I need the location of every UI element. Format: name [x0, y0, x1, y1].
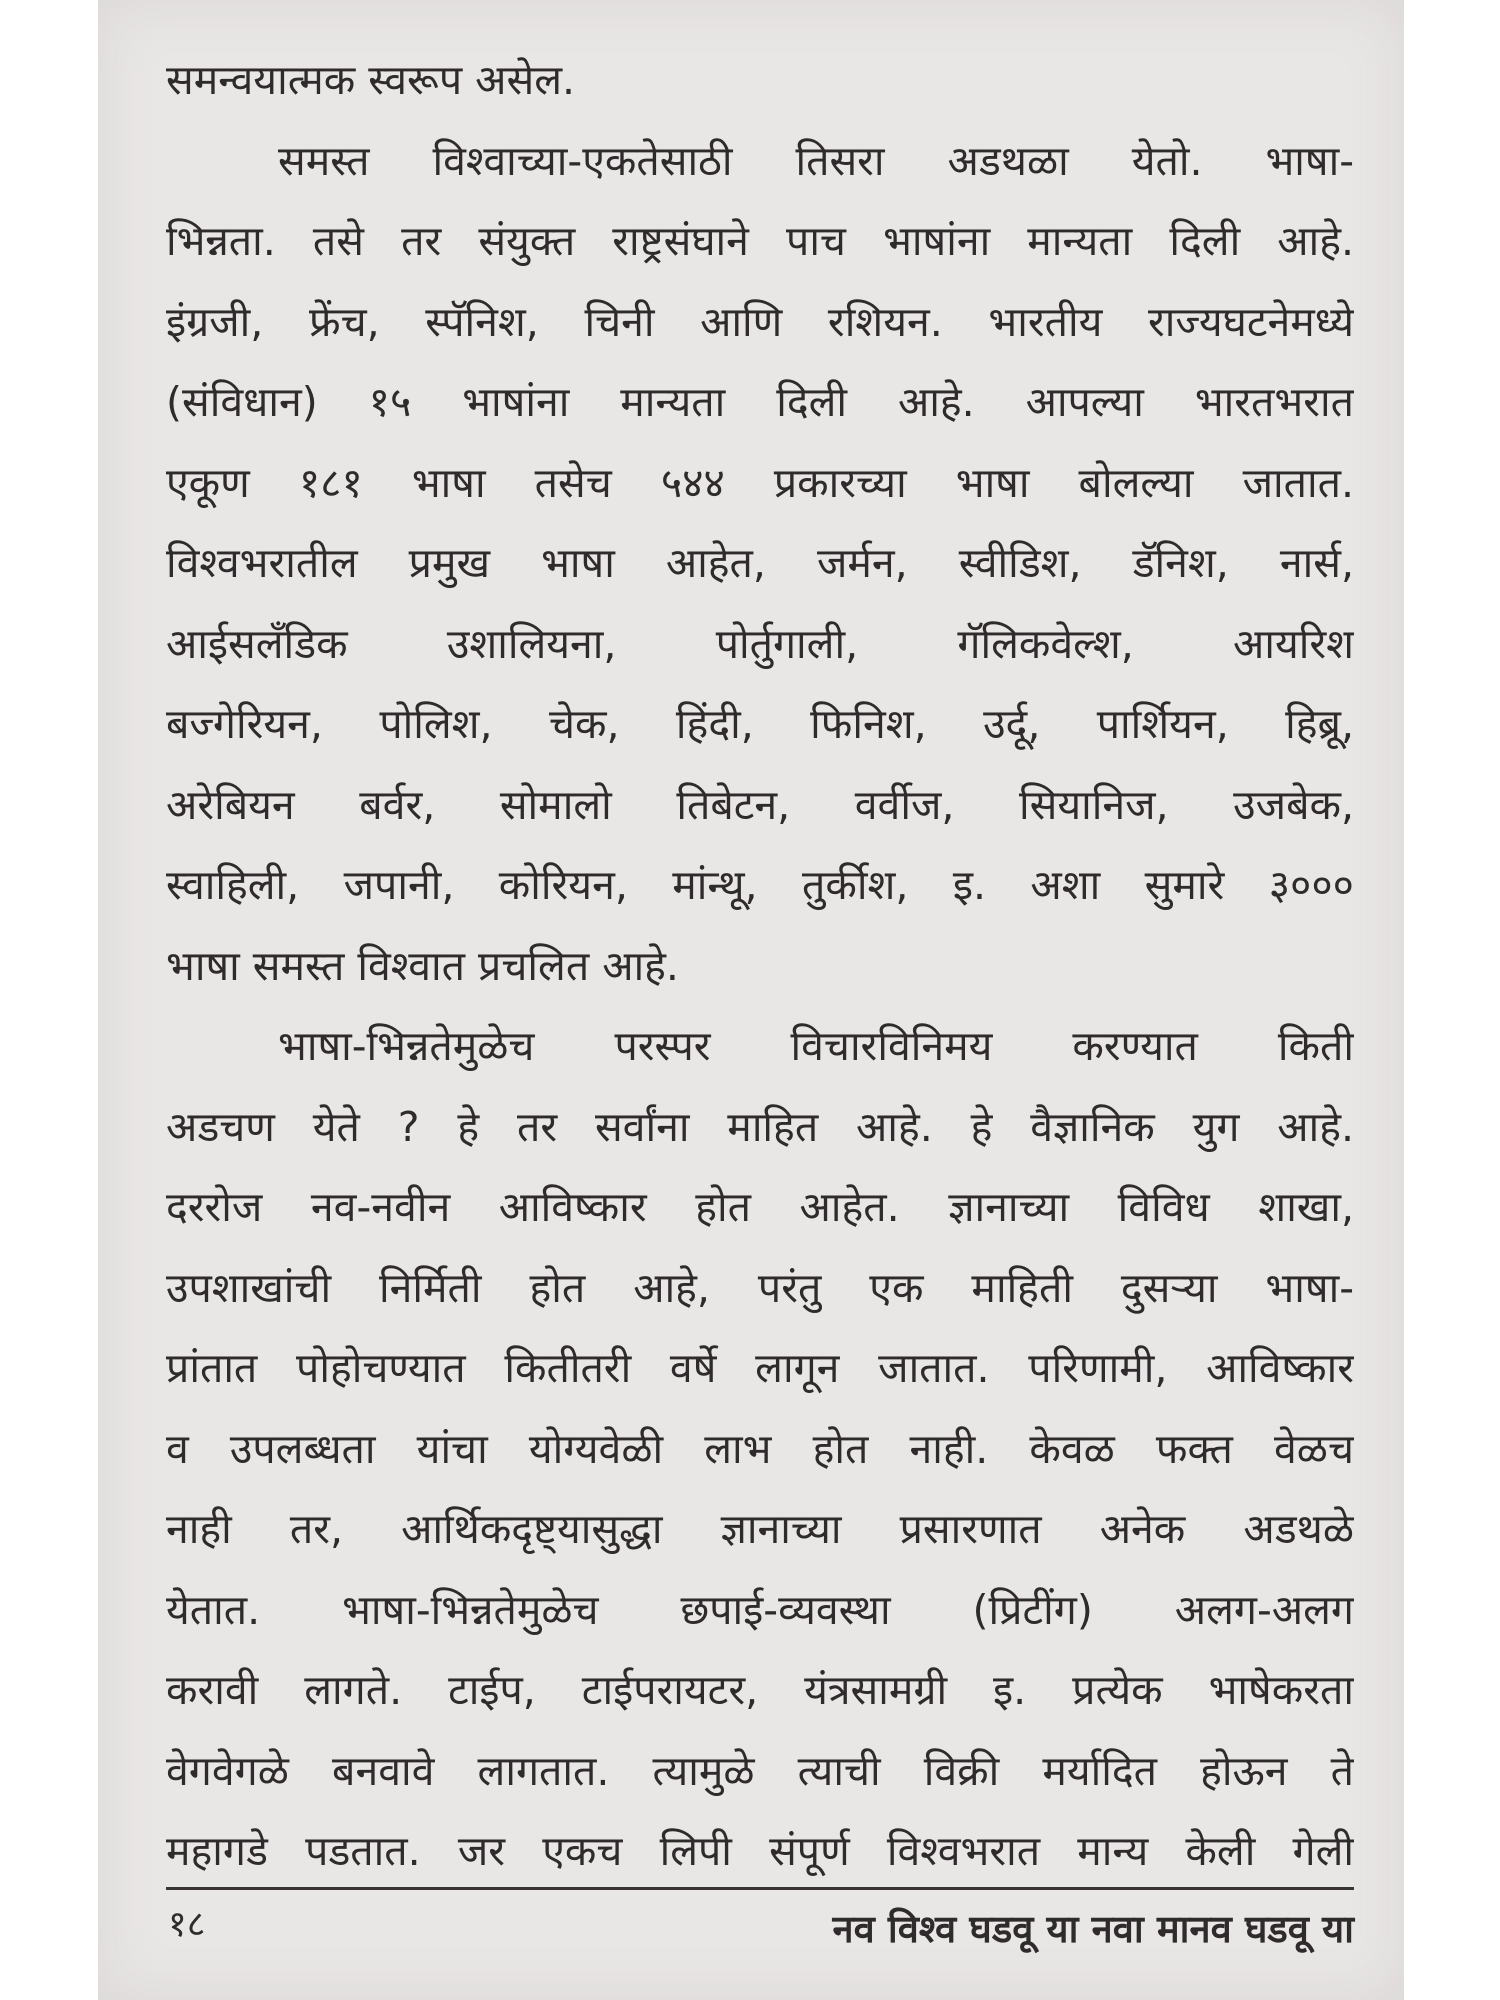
- book-page: [98, 0, 1404, 2000]
- text-line: नाही तर, आर्थिकदृष्ट्यासुद्धा ज्ञानाच्या प्रसारणात अनेक अडथळे: [166, 1505, 1354, 1553]
- text-line: समन्वयात्मक स्वरूप असेल.: [166, 56, 576, 104]
- text-line: व उपलब्धता यांचा योग्यवेळी लाभ होत नाही. केवळ फक्त वेळच: [166, 1424, 1354, 1473]
- page-number: १८: [168, 1904, 206, 1945]
- text-line: प्रांतात पोहोचण्यात कितीतरी वर्षे लागून जातात. परिणामी, आविष्कार: [166, 1344, 1354, 1392]
- text-line: येतात. भाषा-भिन्नतेमुळेच छपाई-व्यवस्था (प्रिटींग) अलग-अलग: [166, 1585, 1354, 1634]
- text-line: समस्त विश्वाच्या-एकतेसाठी तिसरा अडथळा येतो. भाषा-: [278, 136, 1354, 185]
- text-line: भिन्नता. तसे तर संयुक्त राष्ट्रसंघाने पाच भाषांना मान्यता दिली आहे.: [166, 217, 1354, 265]
- text-line: इंग्रजी, फ्रेंच, स्पॅनिश, चिनी आणि रशियन. भारतीय राज्यघटनेमध्ये: [166, 297, 1354, 346]
- text-line: एकूण १८१ भाषा तसेच ५४४ प्रकारच्या भाषा बोलल्या जातात.: [166, 458, 1354, 507]
- text-line: भाषा-भिन्नतेमुळेच परस्पर विचारविनिमय करण्यात किती: [278, 1022, 1354, 1070]
- body-text: [166, 40, 1354, 1892]
- text-line: आईसलँडिक उशालियना, पोर्तुगाली, गॅलिकवेल्श, आयरिश: [166, 619, 1354, 668]
- text-line: बज्गेरियन, पोलिश, चेक, हिंदी, फिनिश, उर्दू, पार्शियन, हिब्रू,: [166, 700, 1354, 748]
- text-line: उपशाखांची निर्मिती होत आहे, परंतु एक माहिती दुसऱ्या भाषा-: [166, 1263, 1354, 1312]
- text-line: दररोज नव-नवीन आविष्कार होत आहेत. ज्ञानाच्या विविध शाखा,: [166, 1183, 1354, 1231]
- text-line: विश्वभरातील प्रमुख भाषा आहेत, जर्मन, स्वीडिश, डॅनिश, नार्स,: [166, 539, 1354, 587]
- text-line: अरेबियन बर्वर, सोमालो तिबेटन, वर्वीज, सियानिज, उजबेक,: [166, 780, 1354, 829]
- text-line: अडचण येते ? हे तर सर्वांना माहित आहे. हे वैज्ञानिक युग आहे.: [166, 1102, 1354, 1151]
- text-line: भाषा समस्त विश्वात प्रचलित आहे.: [166, 941, 679, 990]
- footer-divider: [166, 1887, 1354, 1890]
- text-line: (संविधान) १५ भाषांना मान्यता दिली आहे. आपल्या भारतभरात: [166, 378, 1354, 426]
- text-line: स्वाहिली, जपानी, कोरियन, मांन्थू, तुर्कीश, इ. अशा सुमारे ३०००: [166, 861, 1354, 909]
- text-line: महागडे पडतात. जर एकच लिपी संपूर्ण विश्वभरात मान्य केली गेली: [166, 1827, 1354, 1875]
- text-line: वेगवेगळे बनवावे लागतात. त्यामुळे त्याची विक्री मर्यादित होऊन ते: [166, 1746, 1354, 1795]
- text-line: करावी लागते. टाईप, टाईपरायटर, यंत्रसामग्री इ. प्रत्येक भाषेकरता: [166, 1666, 1354, 1714]
- running-footer-title: नव विश्व घडवू या नवा मानव घडवू या: [832, 1907, 1354, 1951]
